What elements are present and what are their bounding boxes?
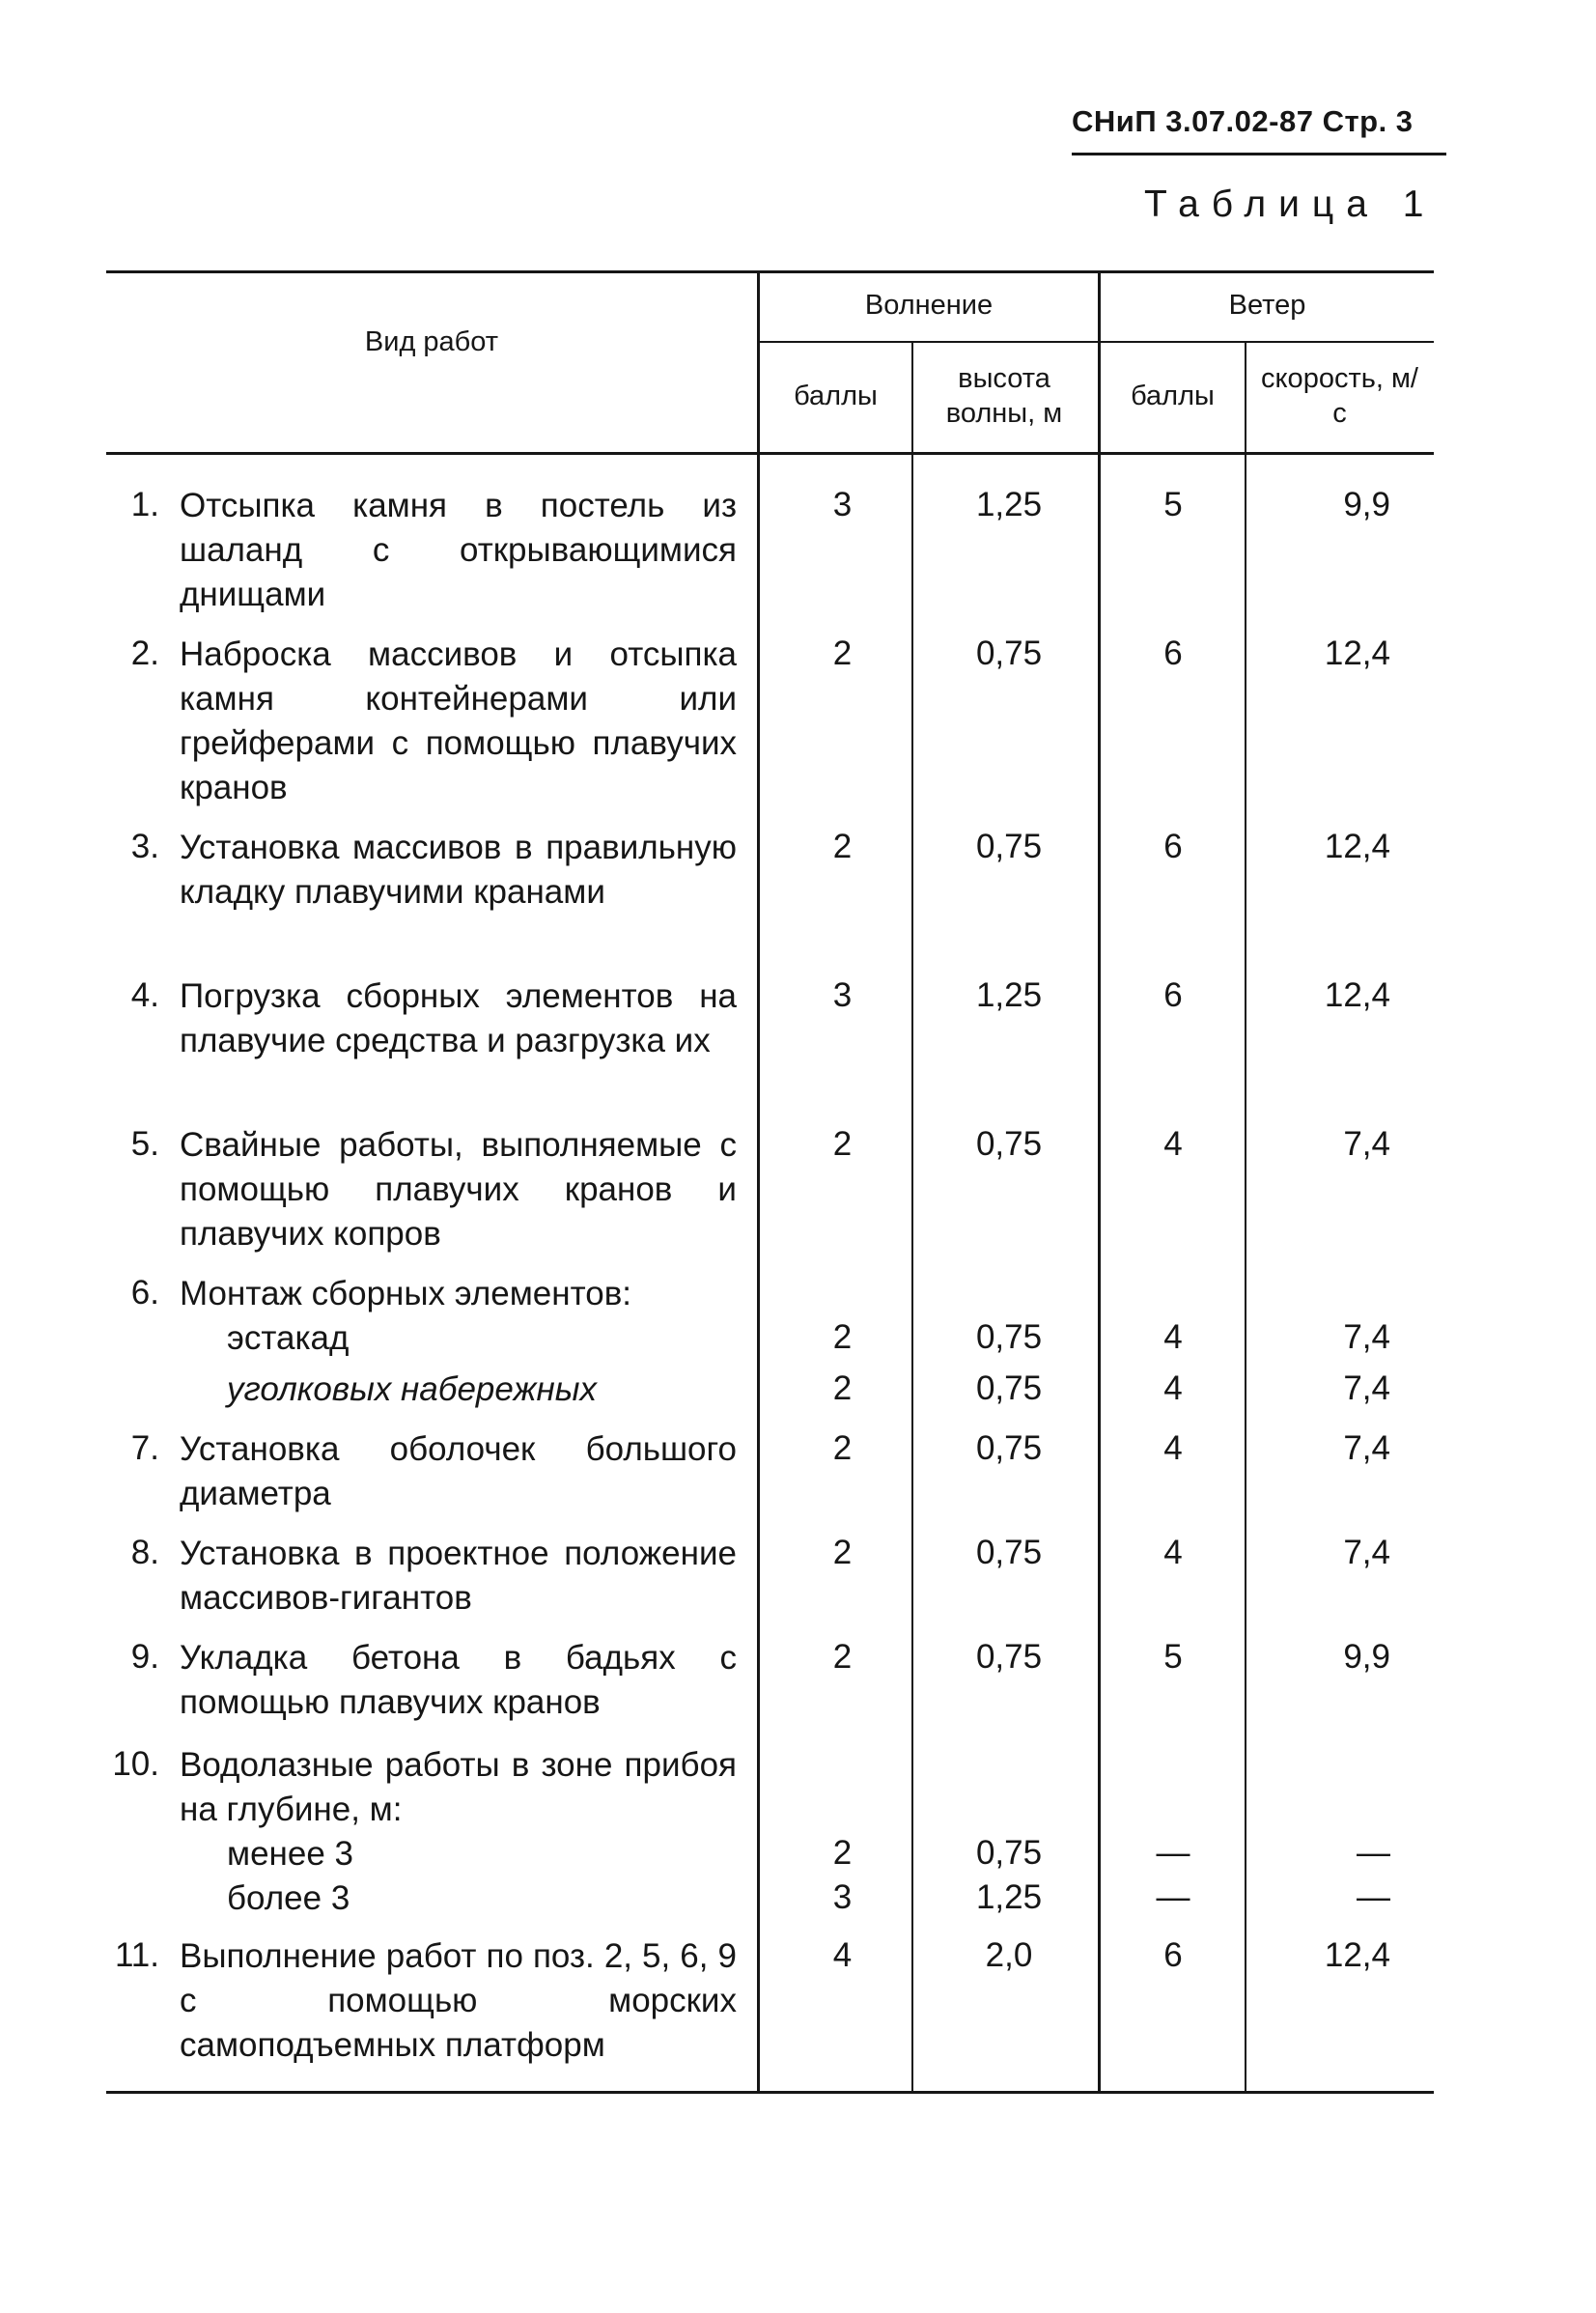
wind-points: — xyxy=(1156,1878,1190,1916)
work-description: Установка в проектное положение массивов-гигантов xyxy=(180,1535,737,1617)
wind-points: 6 xyxy=(1163,1936,1183,1974)
header-bottom-rule xyxy=(106,452,1434,455)
wind-points: — xyxy=(1156,1834,1190,1872)
wave-points: 2 xyxy=(832,1429,853,1467)
wave-height: 0,75 xyxy=(975,1834,1043,1872)
row-number: 6. xyxy=(130,1274,159,1312)
work-subitem: менее 3 xyxy=(227,1835,353,1873)
wave-height: 0,75 xyxy=(975,1318,1043,1356)
wave-height: 0,75 xyxy=(975,1125,1043,1163)
wave-height: 0,75 xyxy=(975,828,1043,865)
wave-points: 2 xyxy=(832,1125,853,1163)
work-subitem: более 3 xyxy=(227,1879,350,1917)
row-number: 3. xyxy=(130,828,159,865)
wave-points: 3 xyxy=(832,486,853,523)
work-description: Погрузка сборных элементов на плавучие средства и разгрузка их xyxy=(180,977,737,1059)
work-subitem: уголковых набережных xyxy=(227,1370,598,1408)
wave-points: 2 xyxy=(832,1638,853,1676)
wind-speed: — xyxy=(1357,1834,1390,1872)
row-number: 10. xyxy=(112,1745,159,1783)
wind-points: 5 xyxy=(1163,486,1183,523)
row-number: 5. xyxy=(130,1125,159,1163)
work-description: Свайные работы, выполняемые с помощью плавучих кранов и плавучих копров xyxy=(180,1126,737,1253)
row-number: 4. xyxy=(130,976,159,1014)
work-description: Установка оболочек большого диаметра xyxy=(180,1430,737,1512)
column-divider-group xyxy=(1098,270,1101,2093)
wave-points: 2 xyxy=(832,1534,853,1571)
header-wind-points: баллы xyxy=(1131,381,1215,411)
subheader-rule xyxy=(758,341,1434,343)
work-description: Наброска массивов и отсыпка камня контейнерами или грейферами с помощью плавучих кранов xyxy=(180,635,737,806)
wind-speed: 7,4 xyxy=(1343,1534,1390,1571)
wind-speed: 12,4 xyxy=(1324,1936,1390,1974)
wave-points: 2 xyxy=(832,828,853,865)
wind-points: 4 xyxy=(1163,1369,1183,1407)
wave-height: 1,25 xyxy=(975,976,1043,1014)
wind-speed: 9,9 xyxy=(1343,486,1390,523)
wind-points: 4 xyxy=(1163,1534,1183,1571)
header-work-type: Вид работ xyxy=(364,326,499,357)
wind-points: 4 xyxy=(1163,1318,1183,1356)
wind-points: 4 xyxy=(1163,1429,1183,1467)
wind-speed: 7,4 xyxy=(1343,1369,1390,1407)
wave-height: 0,75 xyxy=(975,1534,1043,1571)
wave-height: 0,75 xyxy=(975,1369,1043,1407)
wave-points: 2 xyxy=(832,635,853,672)
wave-height: 0,75 xyxy=(975,1429,1043,1467)
column-divider-wind xyxy=(1245,341,1246,2093)
table-bottom-rule xyxy=(106,2091,1434,2094)
row-number: 8. xyxy=(130,1534,159,1571)
header-wave-points: баллы xyxy=(794,381,878,411)
wave-height: 1,25 xyxy=(975,1878,1043,1916)
wave-points: 2 xyxy=(832,1369,853,1407)
wind-points: 5 xyxy=(1163,1638,1183,1676)
header-wave-height: высота волны, м xyxy=(945,363,1063,429)
header-wind: Ветер xyxy=(1228,290,1306,321)
work-subitem: эстакад xyxy=(227,1319,350,1357)
table-top-rule xyxy=(106,270,1434,273)
wave-height: 0,75 xyxy=(975,1638,1043,1676)
wind-speed: 7,4 xyxy=(1343,1429,1390,1467)
row-number: 11. xyxy=(114,1936,159,1974)
work-description: Установка массивов в правильную кладку плавучими кранами xyxy=(180,829,737,911)
wave-height: 2,0 xyxy=(985,1936,1033,1974)
wave-points: 3 xyxy=(832,976,853,1014)
wave-points: 4 xyxy=(832,1936,853,1974)
wind-speed: 7,4 xyxy=(1343,1318,1390,1356)
column-divider-work xyxy=(757,270,760,2093)
work-description: Укладка бетона в бадьях с помощью плавучих кранов xyxy=(180,1639,737,1721)
wind-points: 4 xyxy=(1163,1125,1183,1163)
wind-points: 6 xyxy=(1163,976,1183,1014)
header-waves: Волнение xyxy=(864,290,994,321)
column-divider-wave xyxy=(911,341,913,2093)
wind-speed: 12,4 xyxy=(1324,828,1390,865)
table-caption: Таблица 1 xyxy=(1144,183,1437,225)
row-number: 7. xyxy=(130,1429,159,1467)
wave-points: 2 xyxy=(832,1318,853,1356)
wind-speed: 12,4 xyxy=(1324,635,1390,672)
row-number: 1. xyxy=(130,486,159,523)
wind-speed: 12,4 xyxy=(1324,976,1390,1014)
wind-speed: 9,9 xyxy=(1343,1638,1390,1676)
row-number: 2. xyxy=(130,635,159,672)
header-wind-speed: скорость, м/с xyxy=(1261,363,1418,429)
wind-points: 6 xyxy=(1163,828,1183,865)
work-description: Монтаж сборных элементов: xyxy=(180,1275,632,1312)
work-description: Выполнение работ по поз. 2, 5, 6, 9 с помощью морских самоподъемных платформ xyxy=(180,1937,737,2064)
wave-height: 1,25 xyxy=(975,486,1043,523)
wind-speed: — xyxy=(1357,1878,1390,1916)
wave-height: 0,75 xyxy=(975,635,1043,672)
work-description: Водолазные работы в зоне прибоя на глубине, м: xyxy=(180,1746,737,1828)
wave-points: 3 xyxy=(832,1878,853,1916)
wave-points: 2 xyxy=(832,1834,853,1872)
wind-speed: 7,4 xyxy=(1343,1125,1390,1163)
document-code: СНиП 3.07.02-87 Стр. 3 xyxy=(1072,104,1446,155)
wind-points: 6 xyxy=(1163,635,1183,672)
row-number: 9. xyxy=(130,1638,159,1676)
work-description: Отсыпка камня в постель из шаланд с открывающимися днищами xyxy=(180,487,737,613)
